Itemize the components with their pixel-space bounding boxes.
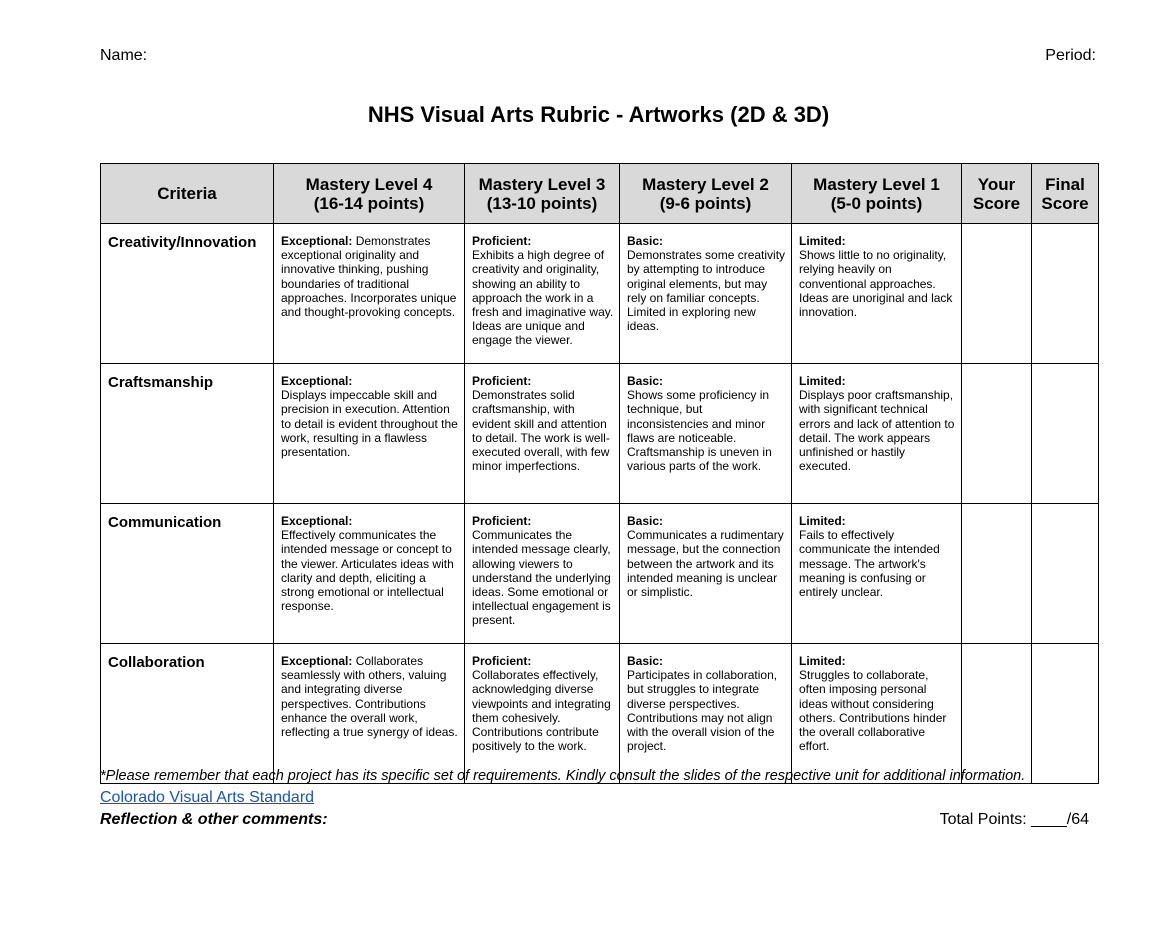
level-word: Proficient: [472, 374, 532, 388]
level-description: Exhibits a high degree of creativity and originality, showing an ability to approach the work in a fresh and imaginative way. Ideas are unique and engage the viewer. [472, 248, 614, 348]
level-word: Exceptional: [281, 374, 353, 388]
level-1-cell [792, 224, 962, 364]
your-score-cell[interactable] [962, 644, 1032, 784]
table-row-communication [101, 504, 1099, 644]
header-mastery-level-3 [465, 164, 620, 224]
level-word: Proficient: [472, 654, 532, 668]
criterion-label: Creativity/Innovation [101, 224, 274, 364]
final-score-cell[interactable] [1032, 504, 1099, 644]
level-4-cell [274, 644, 465, 784]
header-criteria [101, 164, 274, 224]
level-word: Limited: [799, 374, 846, 388]
header-line1: Criteria [157, 184, 217, 203]
level-3-cell [465, 644, 620, 784]
table-row-collaboration [101, 644, 1099, 784]
level-word: Limited: [799, 514, 846, 528]
level-description: Demonstrates some creativity by attempting to introduce original elements, but may rely on familiar concepts. Limited in exploring new ideas. [627, 248, 786, 334]
level-description: Communicates the intended message clearly, allowing viewers to understand the underlying ideas. Some emotional or intellectual engagement is present. [472, 528, 611, 628]
level-description: Effectively communicates the intended message or concept to the viewer. Articulates ideas with clarity and depth, eliciting a strong emotional or intellectual response. [281, 528, 454, 614]
header-mastery-level-4 [274, 164, 465, 224]
level-2-cell [620, 644, 792, 784]
level-3-cell [465, 504, 620, 644]
header-line1: Mastery Level 3 [478, 174, 606, 194]
name-label: Name: [100, 47, 148, 64]
requirements-note: *Please remember that each project has its specific set of requirements. Kindly consult the slides of the respective unit for additional information. [100, 768, 1026, 784]
level-description: Shows some proficiency in technique, but inconsistencies and minor flaws are noticeable. Craftsmanship is uneven in various parts of the work. [627, 388, 772, 474]
criterion-label: Communication [101, 504, 274, 644]
your-score-cell[interactable] [962, 224, 1032, 364]
level-4-cell [274, 364, 465, 504]
rubric-table [100, 163, 1099, 784]
level-description: Collaborates seamlessly with others, valuing and integrating diverse perspectives. Contributions enhance the overall work, reflecting a true synergy of ideas. [281, 654, 458, 740]
header-mastery-level-1 [792, 164, 962, 224]
header-row [101, 164, 1099, 224]
table-row-craftsmanship [101, 364, 1099, 504]
header-your-score [962, 164, 1032, 224]
level-description: Struggles to collaborate, often imposing personal ideas without considering others. Contributions hinder the overall collaborative effort. [799, 668, 947, 754]
header-mastery-level-2 [620, 164, 792, 224]
header-line2: (9-6 points) [659, 193, 752, 213]
header-line1: Mastery Level 4 [305, 174, 433, 194]
level-2-cell [620, 504, 792, 644]
level-1-cell [792, 644, 962, 784]
level-description: Communicates a rudimentary message, but the connection between the artwork and its intended meaning is unclear or simplistic. [627, 528, 784, 600]
header-line1: Final [1045, 174, 1085, 194]
level-word: Limited: [799, 654, 846, 668]
criterion-label: Craftsmanship [101, 364, 274, 504]
period-label: Period: [1045, 47, 1096, 64]
header-line1: Mastery Level 1 [813, 174, 940, 194]
total-points: Total Points: ____/64 [939, 811, 1089, 828]
level-word: Limited: [799, 234, 846, 248]
level-2-cell [620, 224, 792, 364]
level-2-cell [620, 364, 792, 504]
level-3-cell [465, 224, 620, 364]
header-final-score [1032, 164, 1099, 224]
level-word: Exceptional: [281, 654, 353, 668]
level-description: Displays poor craftsmanship, with significant technical errors and lack of attention to detail. The work appears unfinished or hastily executed. [799, 388, 955, 474]
level-1-cell [792, 364, 962, 504]
level-description: Shows little to no originality, relying heavily on conventional approaches. Ideas are unoriginal and lack innovation. [799, 248, 953, 320]
header-line2: (5-0 points) [830, 193, 923, 213]
your-score-cell[interactable] [962, 364, 1032, 504]
table-row-creativity [101, 224, 1099, 364]
final-score-cell[interactable] [1032, 644, 1099, 784]
level-description: Participates in collaboration, but struggles to integrate diverse perspectives. Contributions may not align with the overall vision of the project. [627, 668, 778, 754]
level-description: Collaborates effectively, acknowledging diverse viewpoints and integrating them cohesively. Contributions contribute positively to the work. [472, 668, 611, 754]
header-line2: (13-10 points) [486, 193, 598, 213]
level-4-cell [274, 224, 465, 364]
level-word: Basic: [627, 374, 664, 388]
level-word: Exceptional: [281, 234, 353, 248]
final-score-cell[interactable] [1032, 364, 1099, 504]
header-line2: Score [972, 193, 1021, 213]
level-word: Basic: [627, 654, 664, 668]
page-title: NHS Visual Arts Rubric - Artworks (2D & 3D) [367, 102, 830, 127]
reflection-heading: Reflection & other comments: [100, 811, 328, 828]
level-description: Demonstrates exceptional originality and innovative thinking, pushing boundaries of traditional approaches. Incorporates unique and thought-provoking concepts. [281, 234, 457, 320]
level-description: Demonstrates solid craftsmanship, with evident skill and attention to detail. The work is well-executed overall, with few minor imperfections. [472, 388, 610, 474]
level-3-cell [465, 364, 620, 504]
criterion-label: Collaboration [101, 644, 274, 784]
level-word: Exceptional: [281, 514, 353, 528]
level-word: Basic: [627, 514, 664, 528]
final-score-cell[interactable] [1032, 224, 1099, 364]
level-word: Basic: [627, 234, 664, 248]
header-line2: (16-14 points) [313, 193, 425, 213]
your-score-cell[interactable] [962, 504, 1032, 644]
header-line1: Your [977, 174, 1016, 194]
header-line2: Score [1041, 193, 1089, 213]
level-word: Proficient: [472, 514, 532, 528]
colorado-standard-link[interactable]: Colorado Visual Arts Standard [100, 789, 315, 806]
level-description: Fails to effectively communicate the intended message. The artwork's meaning is confusing or entirely unclear. [799, 528, 940, 600]
level-description: Displays impeccable skill and precision in execution. Attention to detail is evident throughout the work, resulting in a flawless presentation. [281, 388, 458, 460]
level-word: Proficient: [472, 234, 532, 248]
level-4-cell [274, 504, 465, 644]
level-1-cell [792, 504, 962, 644]
header-line1: Mastery Level 2 [642, 174, 769, 194]
